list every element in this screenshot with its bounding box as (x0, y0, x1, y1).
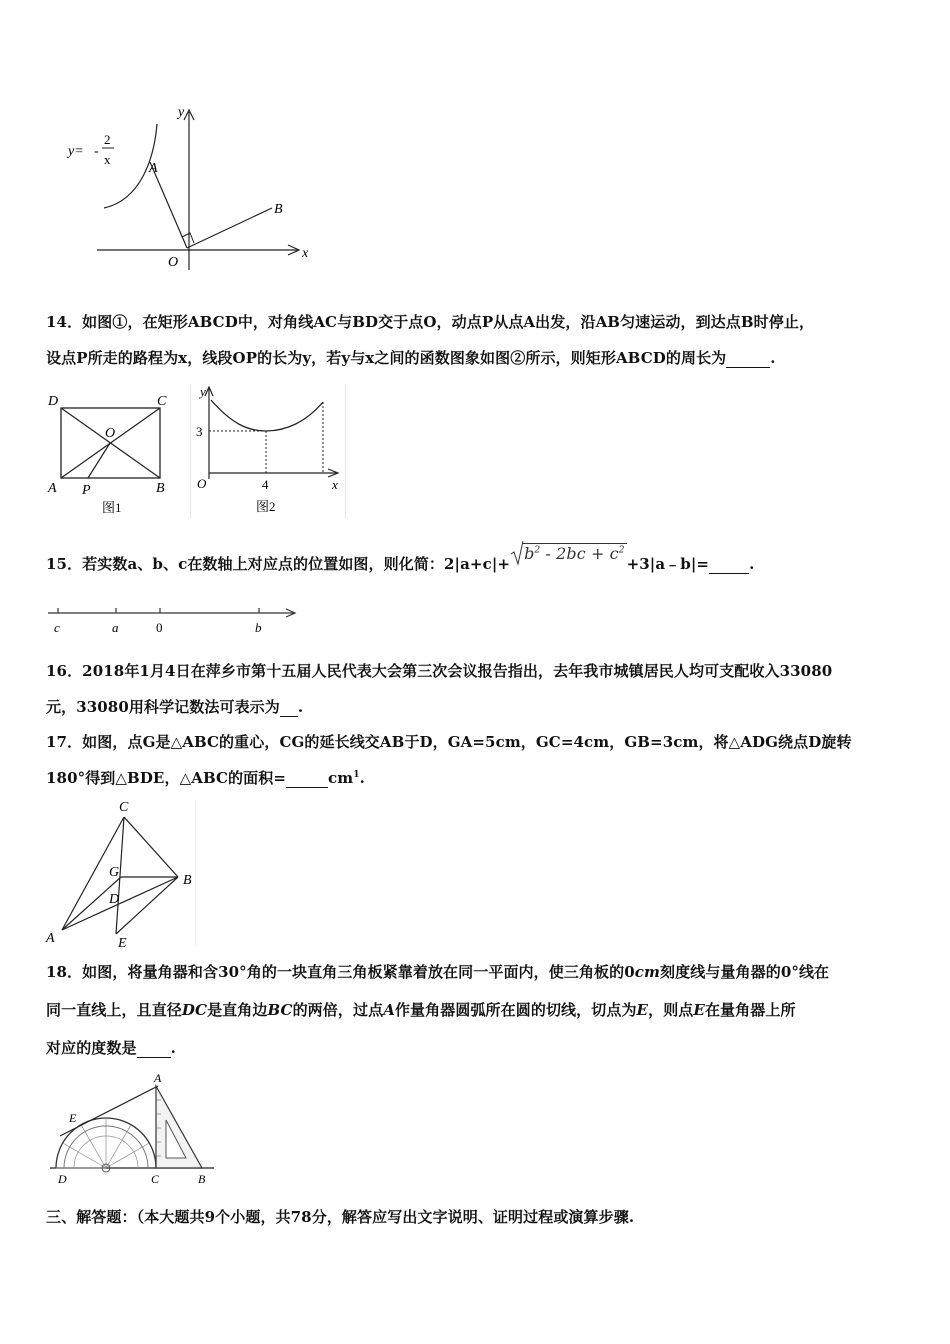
fig2-caption: 图2 (256, 499, 276, 514)
fig1-label-a: A (48, 481, 57, 496)
fig1-label-o: O (105, 426, 116, 441)
q17-line-2-end: . (359, 769, 365, 787)
q14-line-1: 14．如图①，在矩形ABCD中，对角线AC与BD交于点O，动点P从点A出发，沿AB匀速运动，到达点B时停止， (46, 313, 815, 331)
q18-label-d: D (58, 1172, 67, 1186)
answer-blank (137, 1039, 171, 1058)
q18-line-2 (46, 999, 796, 1020)
axis-label-0: 0 (156, 620, 163, 635)
q18-line-1 (46, 961, 829, 982)
answer-blank (709, 555, 749, 574)
function-minus: - (94, 144, 99, 159)
q18-line-2f: 在量角器上所 (704, 1001, 796, 1019)
q18-line-3 (46, 1037, 176, 1058)
q18-figure (44, 1070, 224, 1190)
point-b-label: B (274, 202, 283, 217)
q18-line-3-end: . (170, 1039, 176, 1057)
q17-figure (40, 796, 210, 951)
fig1-label-c: C (157, 394, 167, 409)
q17-unit-sup: 1 (353, 770, 360, 780)
q14-figure-2 (190, 384, 350, 518)
section-3-heading: 三、解答题：（本大题共9个小题，共78分，解答应写出文字说明、证明过程或演算步骤. (46, 1208, 635, 1226)
sqrt-exp-2: 2 (618, 545, 625, 556)
answer-blank (280, 698, 298, 717)
q18-line-1b: 刻度线与量角器的0°线在 (660, 963, 830, 981)
q18-label-c: C (151, 1172, 160, 1186)
q17-label-b: B (183, 873, 192, 888)
q18-line-2e: ，则点 (648, 1001, 694, 1019)
q14-line-2 (46, 347, 776, 368)
y-axis-label: y (178, 105, 185, 120)
q18-a: A (383, 1001, 395, 1019)
q17-line-2-text: 180°得到△BDE，△ABC的面积= (46, 769, 287, 787)
q14-line-2-end: . (770, 349, 776, 367)
origin-label: O (168, 255, 179, 270)
q16-line-1: 16．2018年1月4日在萍乡市第十五届人民代表大会第三次会议报告指出，去年我市城镇居民人均可支配收入33080 (46, 662, 833, 680)
q18-line-3-text: 对应的度数是 (46, 1039, 137, 1057)
q17-label-e: E (118, 936, 127, 951)
q17-line-2 (46, 767, 365, 788)
fig2-label-4: 4 (262, 477, 269, 492)
q17-label-c: C (119, 800, 129, 815)
q15-end: . (749, 555, 755, 573)
q17-line-1: 17．如图，点G是△ABC的重心，CG的延长线交AB于D，GA=5cm，GC=4cm，GB=3cm，将△ADG绕点D旋转 (46, 733, 852, 751)
function-numerator: 2 (104, 132, 111, 147)
q18-e: E (636, 1001, 649, 1019)
axis-label-c: c (54, 620, 60, 635)
fig1-label-b: B (156, 481, 165, 496)
q18-label-e: E (69, 1111, 77, 1125)
answer-blank (286, 769, 328, 788)
function-denominator: x (104, 152, 111, 167)
q17-label-d: D (109, 892, 120, 907)
fig1-label-p: P (82, 483, 91, 498)
q18-line-2d: 作量角器圆弧所在圆的切线，切点为 (394, 1001, 637, 1019)
sqrt-exp-1: 2 (534, 545, 541, 556)
sqrt-mid: - 2bc + c (540, 544, 619, 563)
q14-figure-1 (44, 388, 179, 518)
q15-tail: +3|a﹣b|= (626, 555, 710, 573)
sqrt-b: b (524, 544, 535, 563)
function-label: y= (68, 144, 84, 159)
axis-label-b: b (255, 620, 262, 635)
fig1-label-d: D (48, 394, 59, 409)
q17-unit: cm (328, 769, 354, 787)
q16-line-2-text: 元，33080用科学记数法可表示为 (46, 698, 280, 716)
q16-line-2-end: . (297, 698, 304, 716)
q14-line-2-text: 设点P所走的路程为x，线段OP的长为y，若y与x之间的函数图象如图②所示，则矩形ABCD的周长为 (46, 349, 727, 367)
fig2-label-x: x (332, 477, 338, 492)
q17-label-a: A (46, 931, 55, 946)
q16-line-2 (46, 696, 303, 717)
q17-label-g: G (109, 865, 120, 880)
q18-line-2c: 的两倍，过点 (292, 1001, 384, 1019)
fig1-caption: 图1 (102, 500, 122, 515)
q15-sqrt (510, 544, 627, 563)
q18-line-1-cm: cm (634, 963, 661, 981)
sqrt-icon (510, 540, 524, 566)
fig2-label-o: O (197, 476, 207, 491)
q13-figure (62, 100, 322, 275)
point-a-label: A (149, 161, 158, 176)
x-axis-label: x (302, 246, 309, 261)
q15-text: 15．若实数a、b、c在数轴上对应点的位置如图，则化简：2|a+c|+ (46, 555, 511, 573)
q18-bc: BC (267, 1001, 293, 1019)
q15-line (46, 544, 755, 574)
q18-e2: E (693, 1001, 705, 1019)
q18-line-2a: 同一直线上，且直径 (46, 1001, 182, 1019)
fig2-label-y: y (200, 384, 206, 399)
q18-label-a: A (154, 1071, 162, 1085)
q15-number-line (44, 598, 304, 638)
axis-label-a: a (112, 620, 119, 635)
fig2-label-3: 3 (196, 424, 203, 439)
q18-line-1a: 18．如图，将量角器和含30°角的一块直角三角板紧靠着放在同一平面内，使三角板的0 (46, 963, 635, 981)
q18-label-b: B (198, 1172, 206, 1186)
answer-blank (726, 349, 770, 368)
q18-dc: DC (181, 1001, 208, 1019)
q18-line-2b: 是直角边 (207, 1001, 268, 1019)
